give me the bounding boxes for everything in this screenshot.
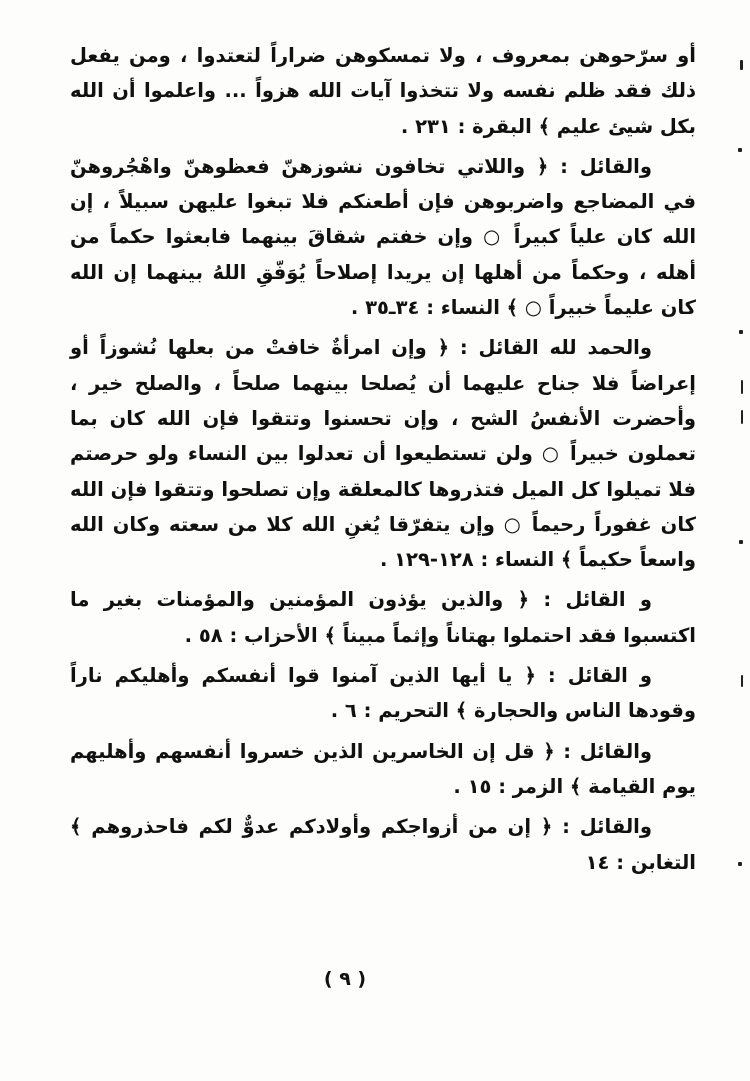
paragraph-nisa-34-35: والقائل : ﴿ واللاتي تخافون نشوزهنّ فعظوهنّ واهْجُروهنّ في المضاجع واضربوهن فإن أطعنكم فلا تبغوا عليهن سبيلاً ، إن الله كان علياً كبيراً ○ وإن خفتم شقاقَ بينهما فابعثوا حكماً من أهله ، وحكماً من أهلها إن يريدا إصلاحاً يُوَفّقِ اللهُ بينهما إن الله كان عليماً خبيراً ○ ﴾ النساء : ٣٤ـ٣٥ . [70,154,696,320]
page-number: ( ٩ ) [323,968,367,990]
scan-mark [739,330,743,334]
paragraph-ahzab-58: و القائل : ﴿ والذين يؤذون المؤمنين والمؤمنات بغير ما اكتسبوا فقد احتملوا بهتاناً وإثماً مبيناً ﴾ الأحزاب : ٥٨ . [70,588,696,647]
paragraph-nisa-128-129: والحمد لله القائل : ﴿ وإن امرأةٌ خافتْ من بعلها نُشوزاً أو إعراضاً فلا جناح عليهما أن يُصلحا بينهما صلحاً ، والصلح خير ، وأحضرت الأنفسُ الشح ، وإن تحسنوا وتتقوا فإن الله كان بما تعملون خبيراً ○ ولن تستطيعوا أن تعدلوا بين النساء ولو حرصتم فلا تميلوا كل الميل فتذروها كالمعلقة وإن تصلحوا وتتقوا فإن الله كان غفوراً رحيماً ○ وإن يتفرّقا يُغنِ الله كلا من سعته وكان الله واسعاً حكيماً ﴾ النساء : ١٢٨-١٢٩ . [70,336,696,572]
scan-mark [738,862,742,866]
paragraph-zumar-15: والقائل : ﴿ قل إن الخاسرين الذين خسروا أنفسهم وأهليهم يوم القيامة ﴾ الزمر : ١٥ . [70,739,696,798]
paragraph-taghabun-14: والقائل : ﴿ إن من أزواجكم وأولادكم عدوٌّ لكم فاحذروهم ﴾ التغابن : ١٤ [70,815,696,874]
scan-mark [741,675,743,687]
scan-mark [741,410,743,424]
scan-mark [739,540,743,544]
scan-mark [740,60,743,70]
paragraph-tahrim-6: و القائل : ﴿ يا أيها الذين آمنوا قوا أنفسكم وأهليكم ناراً وقودها الناس والحجارة ﴾ التحريم : ٦ . [70,664,696,723]
scan-mark [741,380,743,394]
body-text [70,38,696,885]
paragraph-baqara-ending: أو سرّحوهن بمعروف ، ولا تمسكوهن ضراراً لتعتدوا ، ومن يفعل ذلك فقد ظلم نفسه ولا تتخذوا آيات الله هزواً ... واعلموا أن الله بكل شيئ عليم ﴾ البقرة : ٢٣١ . [70,44,696,138]
scan-mark [738,148,742,152]
